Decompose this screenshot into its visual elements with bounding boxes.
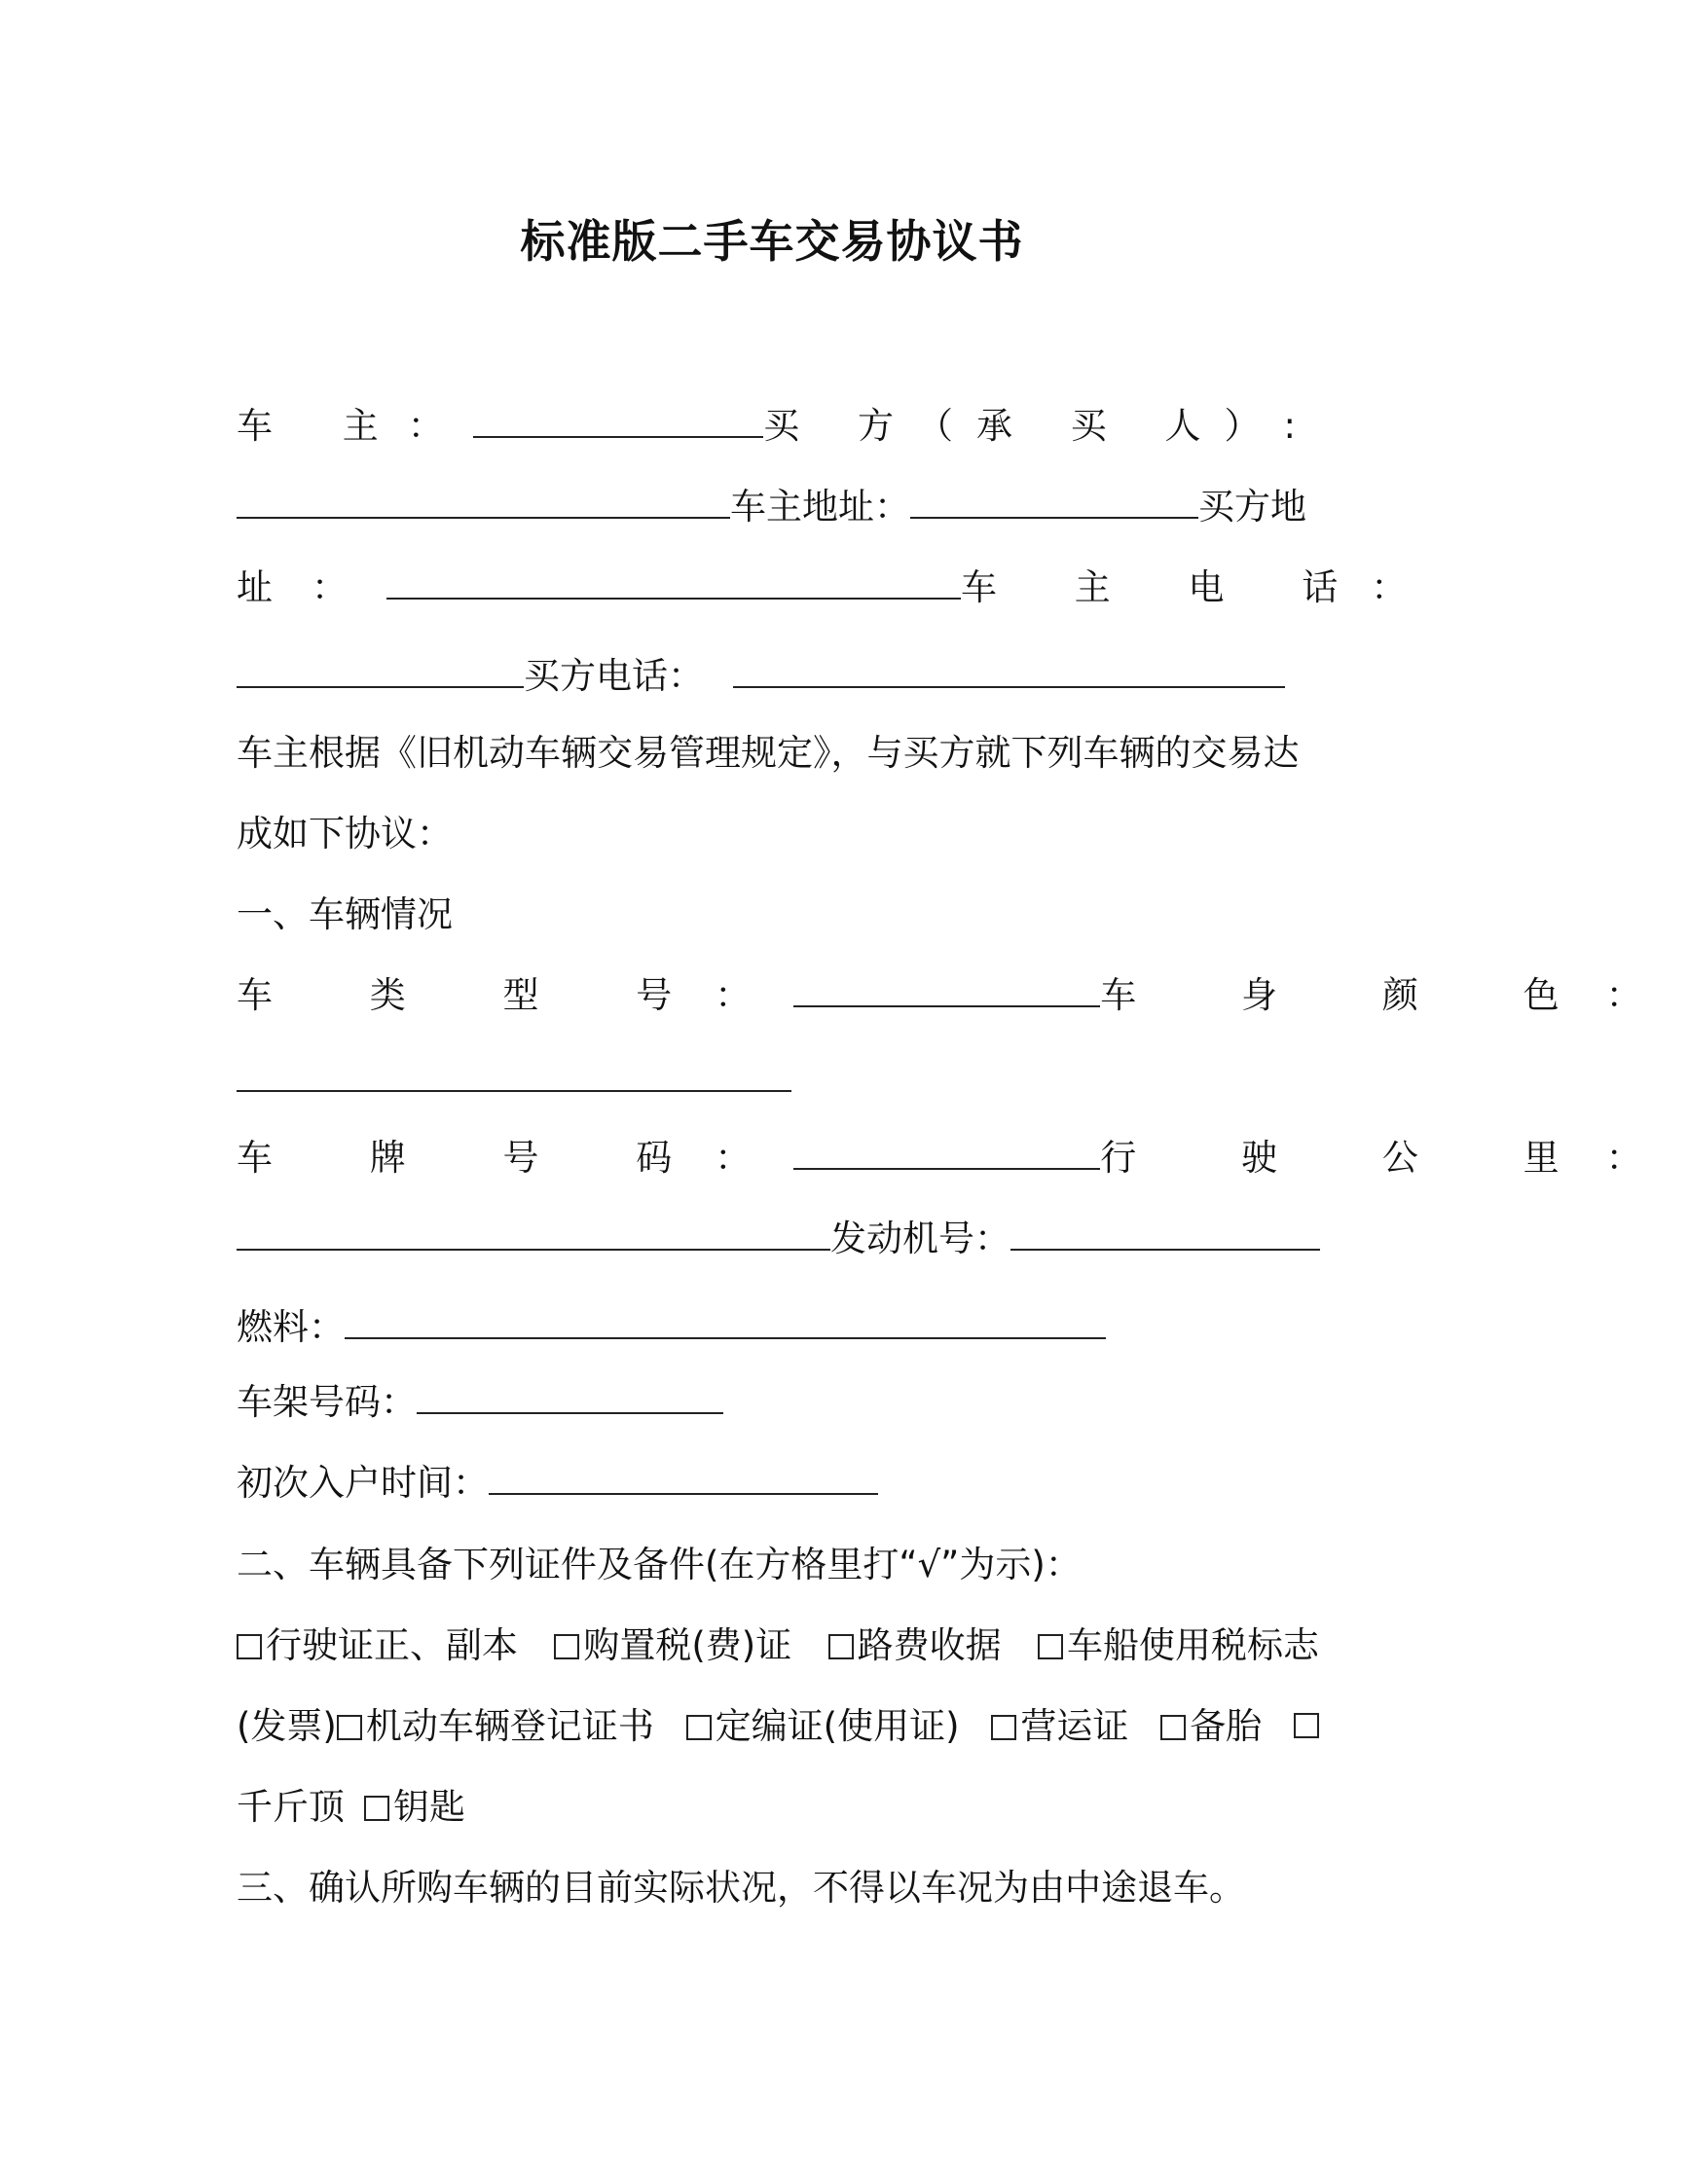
owner-address-label: 车主地址： [730, 486, 910, 528]
frame-number-label: 车架号码： [237, 1381, 417, 1423]
owner-phone-blank[interactable] [237, 657, 524, 688]
buyer-phone-line [237, 653, 1319, 700]
buyer-phone-label: 买方电话： [524, 655, 704, 697]
buyer-address-label-start: 买方地 [1198, 486, 1306, 528]
checkbox[interactable] [686, 1715, 712, 1740]
checkbox[interactable] [828, 1634, 854, 1659]
vehicle-model-blank[interactable] [793, 976, 1100, 1007]
engine-number-label: 发动机号： [830, 1218, 1010, 1259]
doc-item-jack: 千斤顶 [237, 1786, 345, 1828]
buyer-name-blank[interactable] [237, 488, 730, 519]
invoice-note: (发票) [237, 1705, 337, 1747]
checkbox[interactable] [991, 1715, 1016, 1740]
buyer-phone-blank[interactable] [733, 657, 1285, 688]
model-color-line [237, 972, 1689, 1019]
plate-number-label: 车 牌 号 码： [237, 1137, 794, 1179]
first-registration-line [237, 1460, 1319, 1507]
checkbox[interactable] [554, 1634, 579, 1659]
checkbox[interactable] [1160, 1715, 1186, 1740]
section3-text: 三、确认所购车辆的目前实际状况，不得以车况为由中途退车。 [237, 1867, 1245, 1909]
checkbox[interactable] [337, 1715, 362, 1740]
intro-line-2: 成如下协议： [237, 813, 453, 855]
owner-label: 车 主： [237, 405, 473, 447]
checkbox[interactable] [237, 1634, 262, 1659]
body-color-label: 车 身 颜 色： [1100, 974, 1689, 1016]
address-line [237, 484, 1319, 530]
owner-address-blank[interactable] [910, 488, 1198, 519]
engine-number-blank[interactable] [1010, 1219, 1320, 1251]
owner-buyer-line [237, 403, 1319, 450]
mileage-label: 行 驶 公 里： [1100, 1137, 1689, 1179]
owner-phone-label: 车 主 电 话： [961, 566, 1441, 608]
section1-heading: 一、车辆情况 [237, 893, 453, 935]
doc-item[interactable]: 购置税(费)证 [554, 1622, 791, 1669]
first-registration-label: 初次入户时间： [237, 1462, 489, 1504]
doc-item[interactable]: 营运证 [991, 1703, 1128, 1750]
mileage-engine-line [237, 1216, 1319, 1262]
documents-line-1 [237, 1622, 1319, 1669]
checkbox[interactable] [1294, 1713, 1319, 1738]
buyer-label: 买 方（承 买 人）: [763, 405, 1319, 447]
checkbox[interactable] [364, 1796, 389, 1821]
fuel-blank[interactable] [345, 1308, 1106, 1339]
doc-item[interactable]: 定编证(使用证) [686, 1703, 960, 1750]
doc-item[interactable]: 钥匙 [364, 1786, 465, 1828]
fuel-line [237, 1304, 1319, 1351]
first-registration-blank[interactable] [489, 1464, 878, 1495]
documents-line-3 [237, 1784, 1319, 1831]
buyer-address-label-end: 址： [237, 566, 386, 608]
doc-item[interactable]: 车船使用税标志 [1038, 1622, 1319, 1669]
vehicle-model-label: 车 类 型 号： [237, 974, 794, 1016]
owner-name-blank[interactable] [473, 407, 763, 438]
fuel-label: 燃料： [237, 1306, 345, 1348]
body-color-blank[interactable] [237, 1061, 791, 1092]
plate-mileage-line [237, 1135, 1689, 1182]
frame-number-blank[interactable] [417, 1383, 723, 1414]
buyer-address-blank[interactable] [386, 568, 961, 600]
mileage-blank[interactable] [237, 1219, 830, 1251]
doc-item[interactable]: 机动车辆登记证书 [337, 1705, 654, 1747]
checkbox[interactable] [1038, 1634, 1063, 1659]
doc-item[interactable]: 行驶证正、副本 [237, 1622, 518, 1669]
phone-line [237, 564, 1441, 611]
document-title: 标准版二手车交易协议书 [520, 215, 1024, 268]
section2-heading: 二、车辆具备下列证件及备件(在方格里打“√”为示)： [237, 1544, 1082, 1585]
intro-line-1: 车主根据《旧机动车辆交易管理规定》，与买方就下列车辆的交易达 [237, 732, 1300, 774]
documents-line-2 [237, 1703, 1319, 1750]
frame-number-line [237, 1379, 1319, 1426]
body-color-blank-line [237, 1057, 1319, 1104]
doc-item[interactable]: 路费收据 [828, 1622, 1002, 1669]
plate-number-blank[interactable] [793, 1139, 1100, 1170]
doc-item[interactable]: 备胎 [1160, 1703, 1262, 1750]
